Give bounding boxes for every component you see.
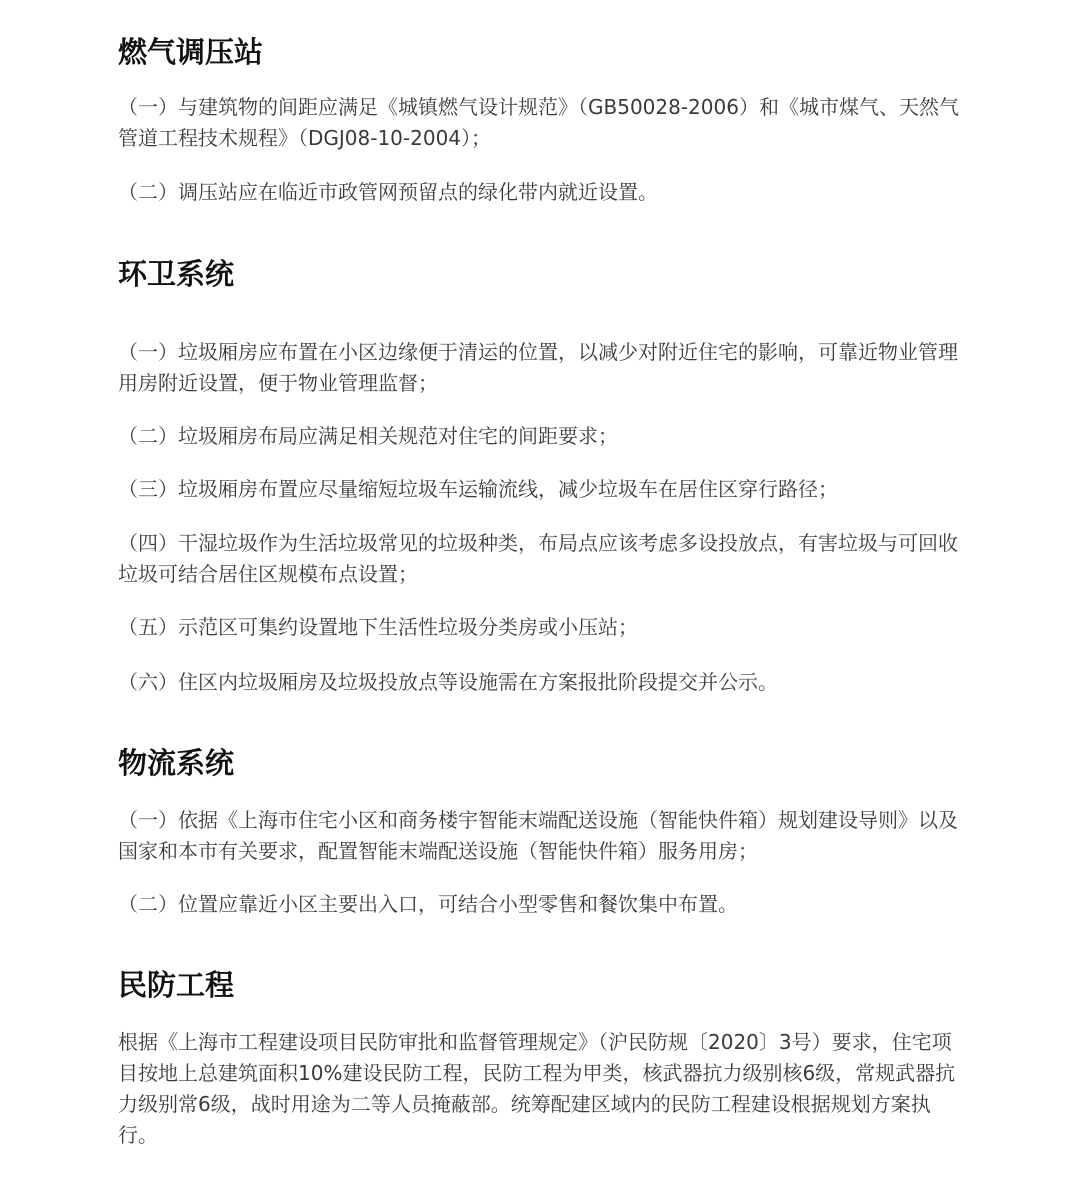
- section-title: 民防工程: [118, 968, 235, 1002]
- section-sanitation-body-2: [118, 421, 968, 452]
- paragraph: （四）干湿垃圾作为生活垃圾常见的垃圾种类，布局点应该考虑多设投放点，有害垃圾与可回收垃圾可结合居住区规模布点设置；: [118, 531, 958, 586]
- section-civil-defense: [118, 965, 968, 1005]
- section-sanitation: [118, 254, 968, 294]
- section-title: 燃气调压站: [118, 35, 264, 69]
- paragraph: （五）示范区可集约设置地下生活性垃圾分类房或小压站；: [118, 615, 638, 639]
- paragraph: （六）住区内垃圾厢房及垃圾投放点等设施需在方案报批阶段提交并公示。: [118, 670, 778, 694]
- section-gas-station-body-2: [118, 177, 968, 208]
- paragraph: （二）调压站应在临近市政管网预留点的绿化带内就近设置。: [118, 180, 658, 204]
- paragraph: （二）垃圾厢房布局应满足相关规范对住宅的间距要求；: [118, 424, 618, 448]
- paragraph: （一）依据《上海市住宅小区和商务楼宇智能末端配送设施（智能快件箱）规划建设导则》以及国家和本市有关要求，配置智能末端配送设施（智能快件箱）服务用房；: [118, 808, 958, 863]
- section-sanitation-body-3: [118, 474, 968, 505]
- section-title: 环卫系统: [118, 257, 235, 291]
- paragraph: （一）垃圾厢房应布置在小区边缘便于清运的位置，以减少对附近住宅的影响，可靠近物业管理用房附近设置，便于物业管理监督；: [118, 340, 958, 395]
- section-logistics-body-2: [118, 889, 968, 920]
- section-civil-defense-body: [118, 1027, 968, 1151]
- section-sanitation-body-5: [118, 612, 968, 643]
- section-gas-station: [118, 32, 968, 72]
- paragraph: （二）位置应靠近小区主要出入口，可结合小型零售和餐饮集中布置。: [118, 892, 738, 916]
- section-title: 物流系统: [118, 746, 235, 780]
- section-sanitation-body-1: [118, 337, 968, 399]
- paragraph: 根据《上海市工程建设项目民防审批和监督管理规定》（沪民防规〔2020〕3号）要求，住宅项目按地上总建筑面积10%建设民防工程，民防工程为甲类，核武器抗力级别核6级，常规武器抗力级别常6级，战时用途为二等人员掩蔽部。统筹配建区域内的民防工程建设根据规划方案执行。: [118, 1030, 956, 1147]
- section-sanitation-body-4: [118, 528, 968, 590]
- paragraph: （一）与建筑物的间距应满足《城镇燃气设计规范》（GB50028-2006）和《城市煤气、天然气管道工程技术规程》（DGJ08-10-2004）；: [118, 95, 959, 150]
- section-logistics-body-1: [118, 805, 968, 867]
- section-sanitation-body-6: [118, 667, 968, 698]
- paragraph: （三）垃圾厢房布置应尽量缩短垃圾车运输流线，减少垃圾车在居住区穿行路径；: [118, 477, 838, 501]
- section-logistics: [118, 743, 968, 783]
- section-gas-station-body: [118, 92, 968, 154]
